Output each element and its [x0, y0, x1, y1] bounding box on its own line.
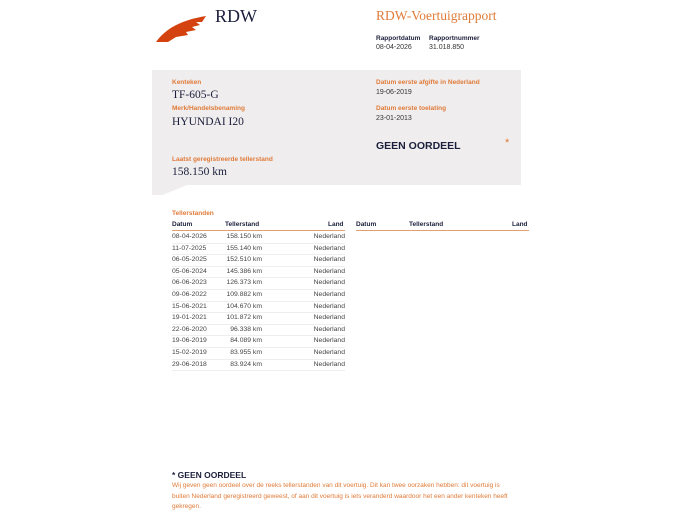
- cell-reading: 155.140 km: [226, 244, 262, 252]
- cell-date: 15-06-2021: [172, 302, 207, 310]
- table-row: [172, 336, 345, 348]
- logo-text: RDW: [215, 6, 257, 26]
- cell-date: 11-07-2025: [172, 244, 207, 252]
- odometer: 158.150 km: [172, 166, 227, 178]
- col-date: Datum: [172, 221, 193, 228]
- report-date: 08-04-2026: [376, 44, 412, 51]
- table-row: [172, 278, 345, 290]
- cell-date: 19-06-2019: [172, 337, 207, 345]
- cell-reading: 96.338 km: [230, 325, 262, 333]
- table-divider-left: [172, 230, 345, 231]
- table-row: [172, 290, 345, 302]
- cell-country: Nederland: [313, 302, 345, 310]
- cell-date: 06-05-2025: [172, 256, 207, 264]
- cell-country: Nederland: [313, 291, 345, 298]
- cell-date: 15-02-2019: [172, 349, 207, 356]
- cell-country: Nederland: [313, 244, 345, 252]
- footnote-title: * GEEN OORDEEL: [172, 470, 247, 480]
- report-date-label: Rapportdatum: [376, 35, 421, 42]
- report-title: RDW-Voertuigrapport: [376, 8, 497, 23]
- cell-reading: 101.872 km: [226, 314, 262, 322]
- cell-reading: 83.955 km: [230, 349, 262, 356]
- plate: TF-605-G: [172, 89, 219, 101]
- first-admission: 23-01-2013: [376, 115, 412, 122]
- cell-country: Nederland: [313, 233, 345, 240]
- table-row: [172, 244, 345, 256]
- table-row: [172, 232, 345, 244]
- first-nl-label: Datum eerste afgifte in Nederland: [376, 79, 480, 86]
- plate-label: Kenteken: [172, 79, 202, 86]
- cell-country: Nederland: [313, 349, 345, 356]
- brand-label: Merk/Handelsbenaming: [172, 105, 245, 112]
- cell-reading: 145.386 km: [226, 267, 262, 275]
- col-date-2: Datum: [356, 221, 377, 228]
- cell-country: Nederland: [313, 256, 345, 264]
- table-row: [172, 348, 345, 360]
- panel-tab: [152, 185, 187, 195]
- table-row: [172, 302, 345, 314]
- cell-reading: 158.150 km: [226, 233, 262, 240]
- col-country: Land: [328, 221, 344, 228]
- col-country-2: Land: [512, 221, 528, 228]
- first-nl: 19-06-2019: [376, 89, 412, 96]
- table-row: [172, 313, 345, 325]
- cell-reading: 83.924 km: [230, 360, 262, 368]
- table-row: [172, 325, 345, 337]
- table-row: [172, 360, 345, 372]
- report-number-label: Rapportnummer: [429, 35, 480, 42]
- readings-title: Tellerstanden: [172, 210, 214, 217]
- cell-country: Nederland: [313, 267, 345, 275]
- cell-reading: 104.670 km: [226, 302, 262, 310]
- brand: HYUNDAI I20: [172, 116, 244, 128]
- col-reading: Tellerstand: [225, 221, 260, 228]
- cell-country: Nederland: [313, 337, 345, 345]
- cell-date: 05-06-2024: [172, 267, 207, 275]
- cell-country: Nederland: [313, 360, 345, 368]
- cell-date: 09-06-2022: [172, 291, 207, 298]
- rdw-logo-icon: [156, 14, 208, 44]
- cell-country: Nederland: [313, 325, 345, 333]
- verdict: GEEN OORDEEL: [376, 140, 461, 152]
- cell-date: 06-06-2023: [172, 279, 207, 287]
- first-admission-label: Datum eerste toelating: [376, 105, 447, 112]
- verdict-asterisk: *: [505, 137, 510, 149]
- cell-reading: 84.089 km: [230, 337, 262, 345]
- cell-country: Nederland: [313, 314, 345, 322]
- footnote-text: Wij geven geen oordeel over de reeks tellerstanden van dit voertuig. Dit kan twee oorzaken hebben: dit voertuig is buiten Nederland geregistreerd geweest, of aan dit voertuig is iets veranderd waardoor het een ander kenteken heeft gekregen.: [172, 482, 508, 510]
- cell-date: 29-06-2018: [172, 360, 207, 368]
- cell-country: Nederland: [313, 279, 345, 287]
- odometer-label: Laatst geregistreerde tellerstand: [172, 156, 273, 163]
- table-divider-right: [356, 230, 529, 231]
- report-number: 31.018.850: [429, 44, 465, 51]
- col-reading-2: Tellerstand: [409, 221, 444, 228]
- table-row: [172, 255, 345, 267]
- table-row: [172, 267, 345, 279]
- cell-date: 22-06-2020: [172, 325, 207, 333]
- cell-reading: 109.882 km: [226, 291, 262, 298]
- cell-reading: 126.373 km: [226, 279, 262, 287]
- cell-date: 08-04-2026: [172, 233, 207, 240]
- cell-date: 19-01-2021: [172, 314, 207, 322]
- cell-reading: 152.510 km: [226, 256, 262, 264]
